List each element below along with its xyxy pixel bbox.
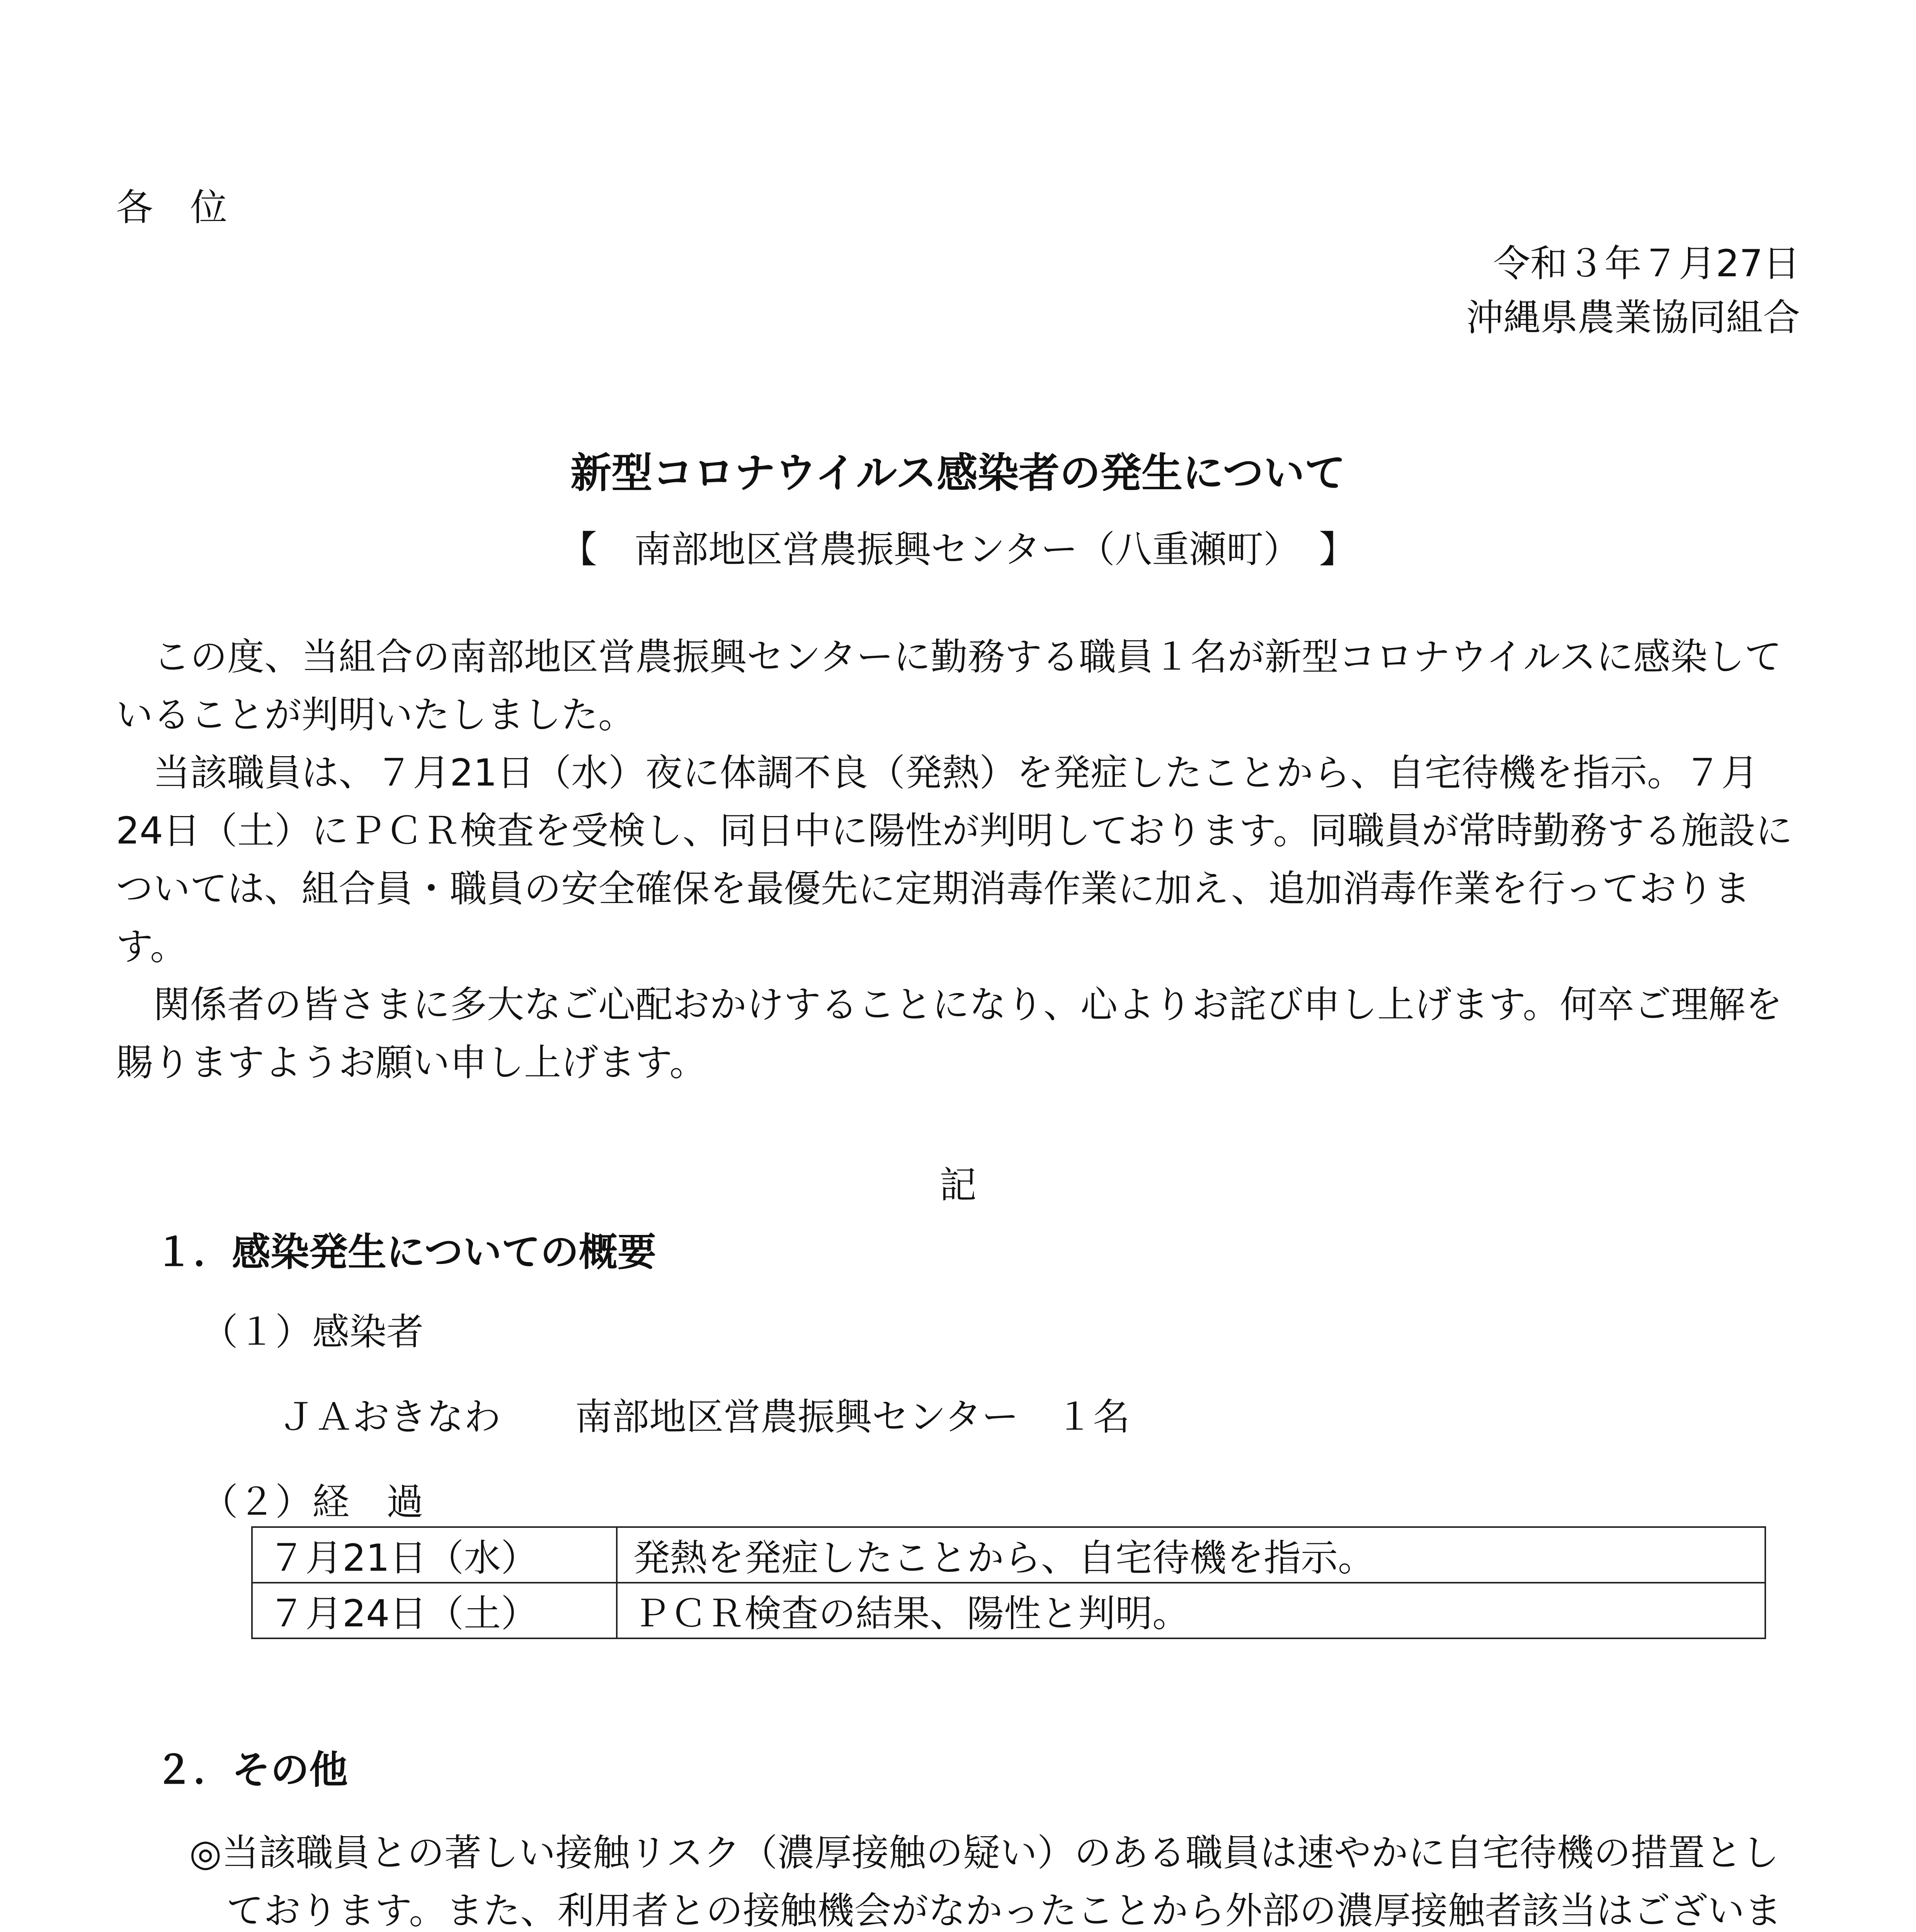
table-row [252, 1583, 1765, 1638]
addressee: 各 位 [116, 186, 227, 229]
section-2-heading: ２．その他 [155, 1747, 348, 1793]
body-paragraph-2: 当該職員は、７月21日（水）夜に体調不良（発熱）を発症したことから、自宅待機を指示。７月24日（土）にＰＣＲ検査を受検し、同日中に陽性が判明しております。同職員が常時勤務する施設については、組合員・職員の安全確保を最優先に定期消毒作業に加え、追加消毒作業を行っております。 [116, 751, 1793, 968]
table-row [252, 1527, 1765, 1583]
row-date: ７月24日（土） [252, 1583, 617, 1638]
infected-line: ＪＡおきなわ 南部地区営農振興センター １名 [278, 1395, 1130, 1439]
other-note [189, 1824, 1812, 1932]
other-note-text: ◎当該職員との著しい接触リスク（濃厚接触の疑い）のある職員は速やかに自宅待機の措置としております。また、利用者との接触機会がなかったことから外部の濃厚接触者該当はございま [189, 1831, 1782, 1932]
body-text [116, 628, 1805, 1092]
issuer: 沖縄県農業協同組合 [1466, 296, 1800, 339]
document-title: 新型コロナウイルス感染者の発生について [570, 449, 1346, 497]
row-text: 発熱を発症したことから、自宅待機を指示。 [617, 1527, 1765, 1583]
progress-table [251, 1526, 1766, 1639]
document-subtitle: 【 南部地区営農振興センター（八重瀬町） 】 [560, 528, 1356, 571]
row-date: ７月21日（水） [252, 1527, 617, 1583]
section-1-heading: １．感染発生についての概要 [155, 1230, 656, 1275]
issue-date: 令和３年７月27日 [1493, 242, 1800, 285]
row-text: ＰＣＲ検査の結果、陽性と判明。 [617, 1583, 1765, 1638]
progress-subheading: （２）経 過 [201, 1480, 424, 1524]
body-paragraph-3: 関係者の皆さまに多大なご心配おかけすることになり、心よりお詫び申し上げます。何卒ご理解を賜りますようお願い申し上げます。 [116, 983, 1783, 1084]
infected-subheading: （１）感染者 [201, 1310, 424, 1354]
ki-marker: 記 [939, 1163, 977, 1207]
body-paragraph-1: この度、当組合の南部地区営農振興センターに勤務する職員１名が新型コロナウイルスに感染していることが判明いたしました。 [116, 635, 1782, 736]
